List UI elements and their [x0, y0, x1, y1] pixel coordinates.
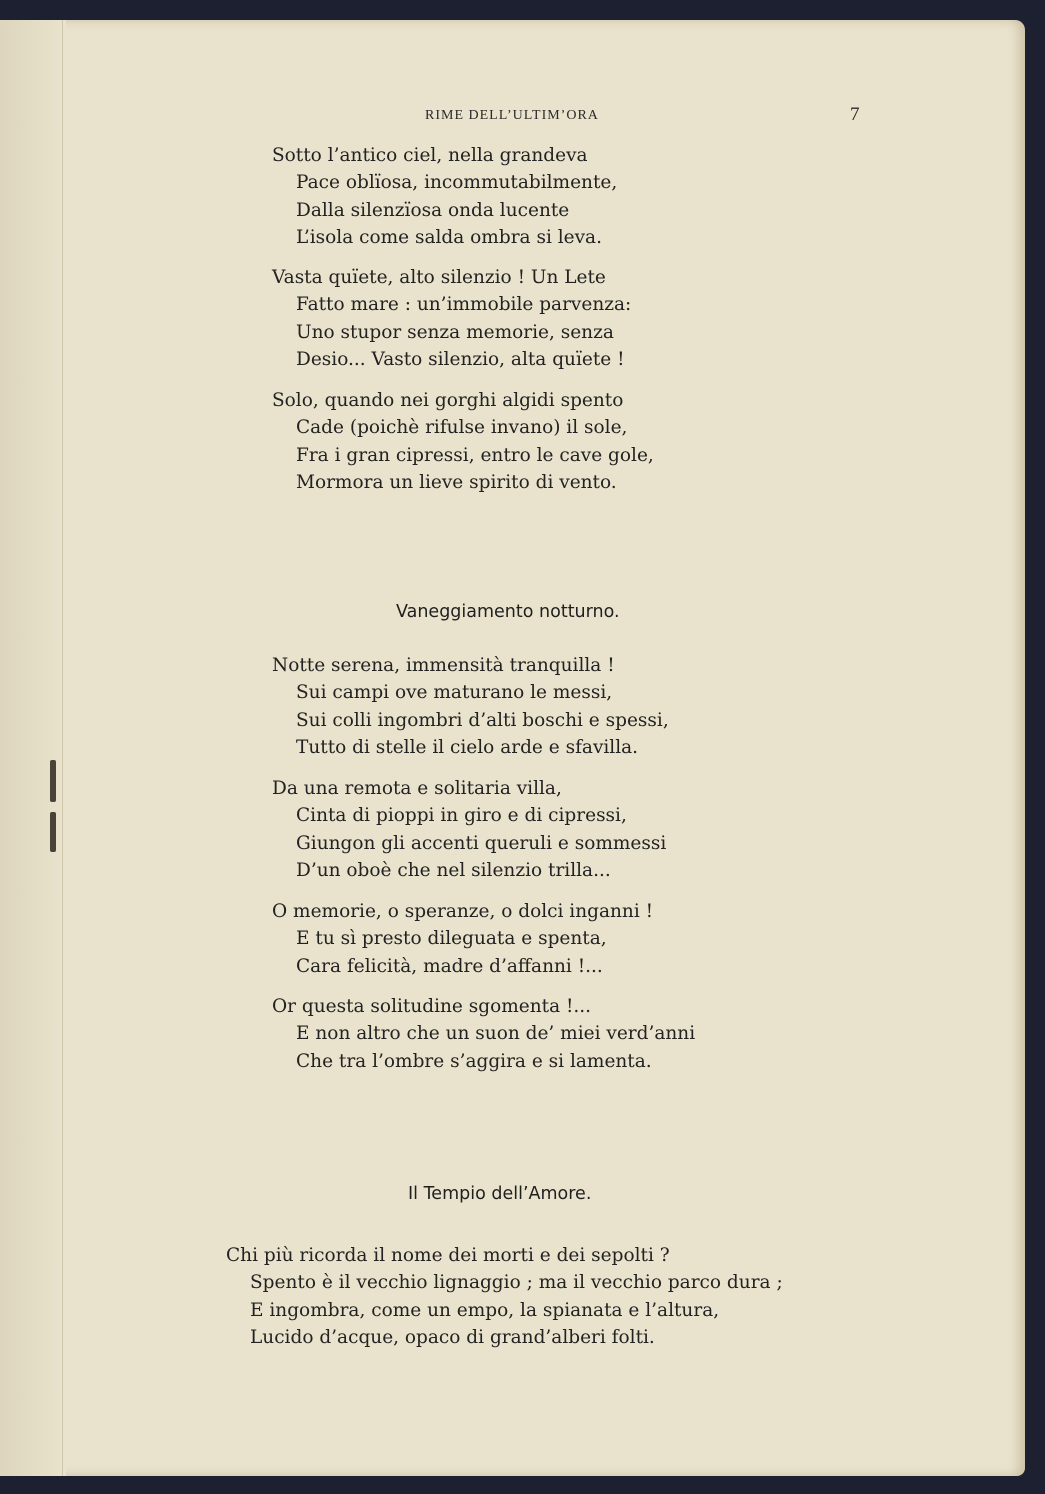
- verse-line: Vasta quïete, alto silenzio ! Un Lete: [272, 267, 606, 288]
- verse-line: Spento è il vecchio lignaggio ; ma il vecchio parco dura ;: [250, 1272, 783, 1294]
- verse-line: Uno stupor senza memorie, senza: [296, 321, 614, 343]
- page-number: 7: [850, 104, 860, 125]
- verse-line: O memorie, o speranze, o dolci inganni !: [272, 901, 654, 922]
- verse-line: E tu sì presto dileguata e spenta,: [296, 928, 607, 950]
- verse-line: Che tra l’ombre s’aggira e si lamenta.: [296, 1050, 652, 1072]
- verse-line: Pace oblïosa, incommutabilmente,: [296, 172, 618, 194]
- verse-line: D’un oboè che nel silenzio trilla...: [296, 859, 611, 881]
- verse-line: Sui colli ingombri d’alti boschi e spessi,: [296, 709, 669, 731]
- verse-line: Cade (poichè rifulse invano) il sole,: [296, 417, 628, 439]
- gutter-fold-line: [62, 20, 63, 1476]
- verse-line: Giungon gli accenti queruli e sommessi: [296, 832, 667, 854]
- poem1-stanza-1: [272, 142, 617, 251]
- verse-line: Sotto l’antico ciel, nella grandeva: [272, 145, 588, 166]
- verse-line: Notte serena, immensità tranquilla !: [272, 655, 615, 676]
- verse-line: Fatto mare : un’immobile parvenza:: [296, 294, 632, 316]
- poem1-stanza-2: [272, 264, 631, 373]
- poem2-stanza-3: [272, 898, 653, 980]
- poem1-stanza-3: [272, 387, 654, 496]
- verse-line: Dalla silenzïosa onda lucente: [296, 199, 570, 221]
- poem2-title: Vaneggiamento notturno.: [396, 602, 620, 622]
- verse-line: Cinta di pioppi in giro e di cipressi,: [296, 805, 627, 827]
- verse-line: Chi più ricorda il nome dei morti e dei sepolti ?: [226, 1245, 670, 1266]
- verse-line: Mormora un lieve spirito di vento.: [296, 471, 617, 493]
- verse-line: Cara felicità, madre d’affanni !...: [296, 955, 603, 977]
- verse-line: Solo, quando nei gorghi algidi spento: [272, 390, 624, 411]
- verse-line: L’isola come salda ombra si leva.: [296, 226, 602, 248]
- poem2-stanza-4: [272, 993, 695, 1075]
- verse-line: Da una remota e solitaria villa,: [272, 778, 562, 799]
- staple-bottom: [50, 812, 56, 852]
- verse-line: Sui campi ove maturano le messi,: [296, 682, 613, 704]
- poem2-stanza-2: [272, 775, 666, 884]
- verse-line: Desio... Vasto silenzio, alta quïete !: [296, 348, 625, 370]
- page-gutter: [0, 20, 66, 1476]
- verse-line: E ingombra, come un empo, la spianata e l’altura,: [250, 1299, 720, 1321]
- verse-line: E non altro che un suon de’ miei verd’anni: [296, 1023, 696, 1045]
- verse-line: Or questa solitudine sgomenta !...: [272, 996, 592, 1017]
- verse-line: Lucido d’acque, opaco di grand’alberi folti.: [250, 1326, 655, 1348]
- poem3-title: Il Tempio dell’Amore.: [408, 1184, 592, 1204]
- verse-line: Tutto di stelle il cielo arde e sfavilla.: [296, 736, 639, 758]
- poem2-stanza-1: [272, 652, 669, 761]
- poem3-stanza-1: [226, 1242, 783, 1351]
- staple-top: [50, 760, 56, 802]
- verse-line: Fra i gran cipressi, entro le cave gole,: [296, 444, 654, 466]
- running-header: RIME DELL’ULTIM’ORA: [425, 108, 599, 123]
